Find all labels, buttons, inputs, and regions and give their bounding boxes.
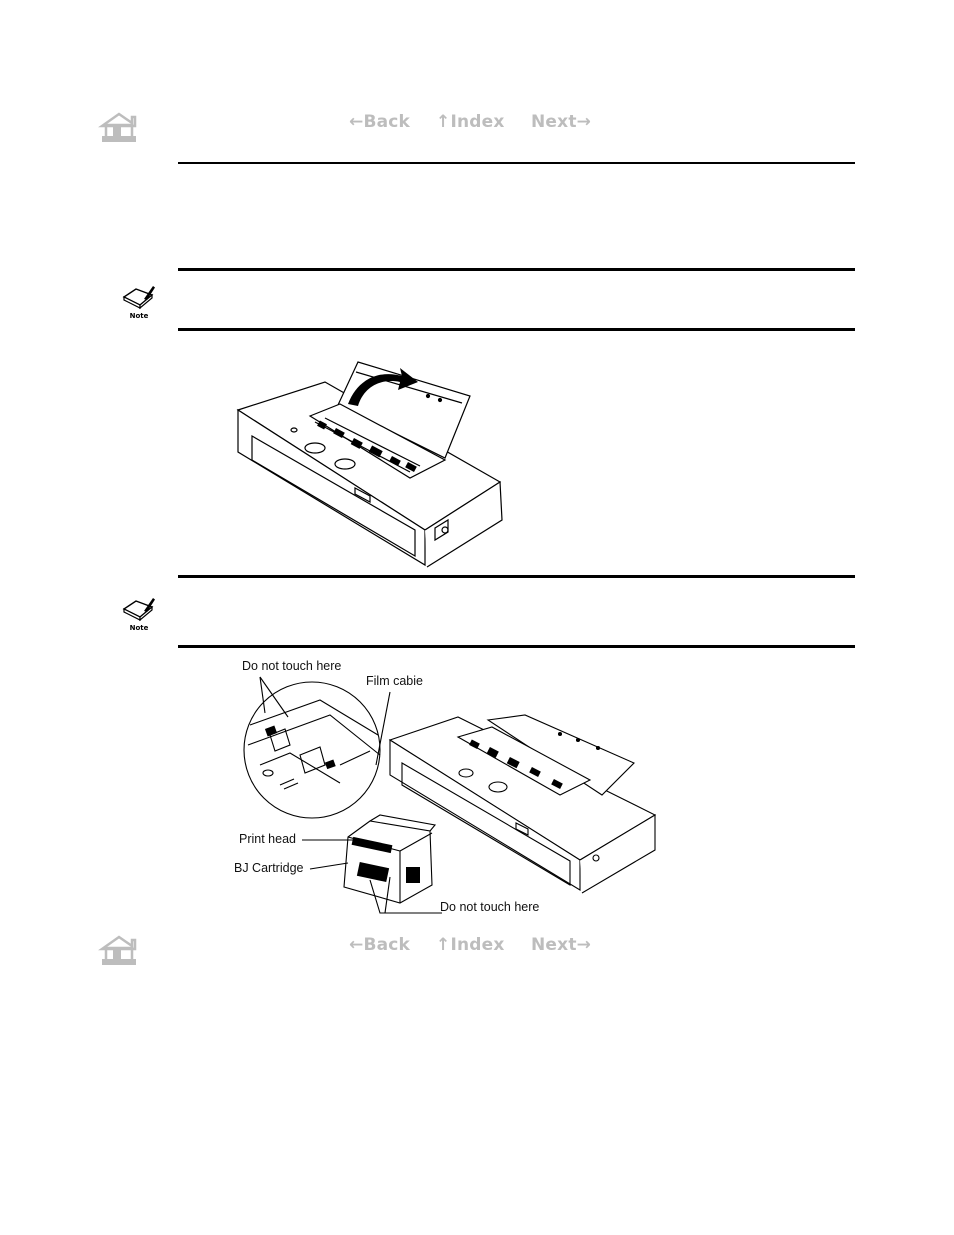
printer-illustration-1 (230, 360, 510, 570)
bottom-nav (0, 929, 954, 969)
print-head-label: Print head (239, 832, 296, 846)
next-label: Next (531, 112, 577, 132)
home-icon[interactable] (98, 929, 140, 969)
note-1-top-rule (178, 268, 855, 271)
note-1-label: Note (129, 312, 149, 320)
index-link[interactable] (436, 935, 505, 955)
index-arrow-icon: ↑ (436, 112, 451, 132)
note-2-label: Note (129, 624, 149, 632)
back-arrow-icon: ← (349, 112, 364, 132)
next-label: Next (531, 935, 577, 955)
do-not-touch-top-label: Do not touch here (242, 659, 342, 673)
note-icon (118, 597, 160, 625)
film-cable-label: Film cabie (366, 674, 423, 688)
note-2-top-rule (178, 575, 855, 578)
header-divider (178, 162, 855, 164)
back-label: Back (363, 112, 411, 132)
index-label: Index (450, 112, 505, 132)
home-icon-graphic (98, 106, 140, 146)
next-link[interactable] (531, 935, 591, 955)
next-link[interactable] (531, 112, 591, 132)
note-icon (118, 285, 160, 313)
back-link[interactable] (349, 935, 410, 955)
index-arrow-icon: ↑ (436, 935, 451, 955)
next-arrow-icon: → (576, 935, 592, 955)
note-2-bottom-rule (178, 645, 855, 648)
home-icon-graphic (98, 929, 140, 969)
print-head-detail-figure (230, 655, 670, 920)
back-link[interactable] (349, 112, 410, 132)
printer-cover-open-figure (230, 360, 510, 570)
top-nav (0, 106, 954, 146)
home-icon[interactable] (98, 106, 140, 146)
back-arrow-icon: ← (349, 935, 364, 955)
next-arrow-icon: → (576, 112, 592, 132)
bj-cartridge-label: BJ Cartridge (234, 861, 304, 875)
printer-illustration-2 (230, 655, 670, 920)
index-link[interactable] (436, 112, 505, 132)
back-label: Back (363, 935, 411, 955)
note-1-bottom-rule (178, 328, 855, 331)
note-2 (118, 597, 160, 637)
note-1 (118, 285, 160, 325)
do-not-touch-bottom-label: Do not touch here (440, 900, 540, 914)
index-label: Index (450, 935, 505, 955)
